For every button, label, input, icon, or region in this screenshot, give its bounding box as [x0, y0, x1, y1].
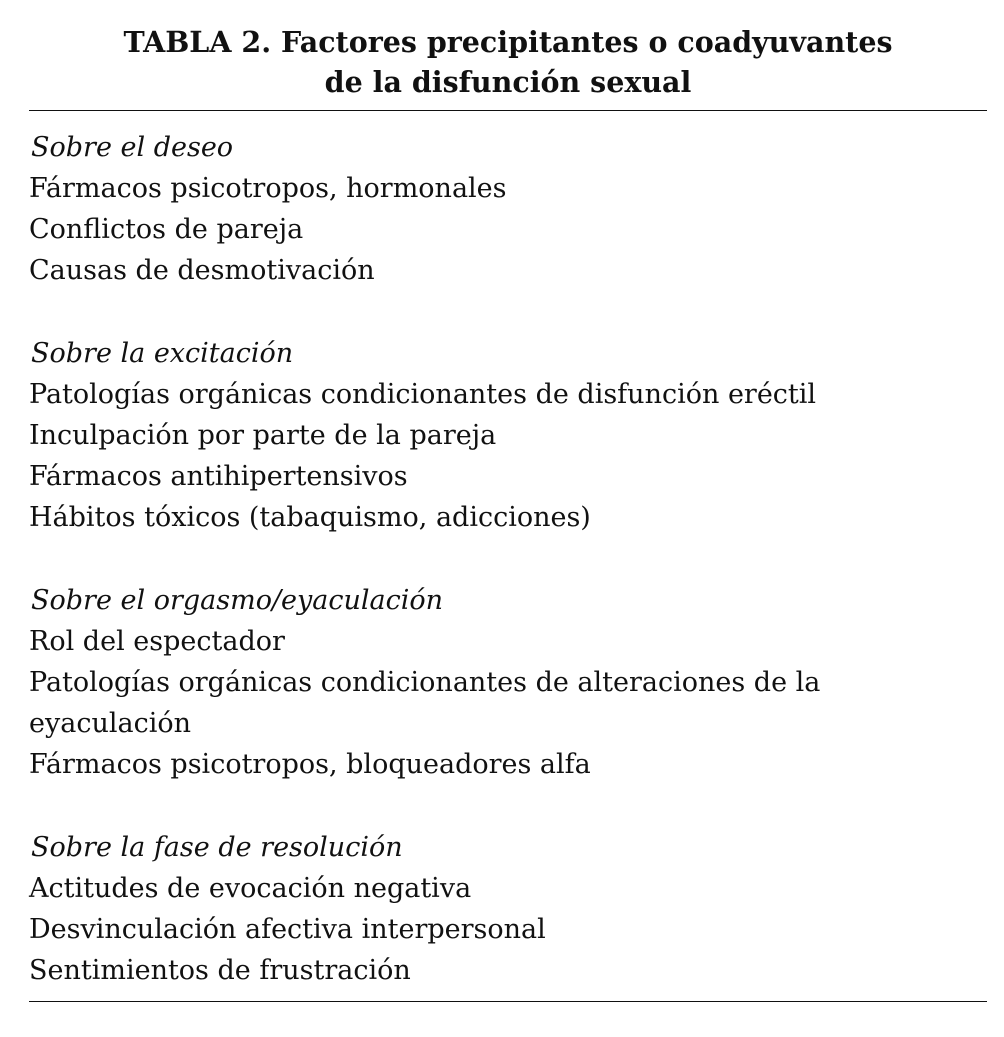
table-caption: [29, 22, 987, 102]
section-heading: Sobre el orgasmo/eyaculación: [31, 585, 444, 616]
caption-line-2: de la disfunción sexual: [324, 65, 692, 99]
section-excitacion: [29, 333, 987, 538]
list-item: Fármacos psicotropos, hormonales: [29, 173, 507, 204]
section-orgasmo: [29, 580, 987, 785]
list-item: Fármacos psicotropos, bloqueadores alfa: [29, 749, 591, 780]
list-item: Desvinculación afectiva interpersonal: [29, 914, 546, 945]
section-heading: Sobre la fase de resolución: [31, 832, 403, 863]
caption-line-1: TABLA 2. Factores precipitantes o coadyuvantes: [123, 25, 893, 59]
list-item: Hábitos tóxicos (tabaquismo, adicciones): [29, 502, 591, 533]
table-body: [29, 111, 987, 1001]
section-heading: Sobre la excitación: [31, 338, 294, 369]
list-item: Rol del espectador: [29, 626, 285, 657]
list-item: Patologías orgánicas condicionantes de alteraciones de la eyaculación: [29, 667, 821, 739]
section-heading: Sobre el deseo: [31, 132, 234, 163]
section-deseo: [29, 127, 987, 291]
table-2: [29, 22, 987, 1002]
list-item: Actitudes de evocación negativa: [29, 873, 472, 904]
list-item: Inculpación por parte de la pareja: [29, 420, 497, 451]
list-item: Sentimientos de frustración: [29, 955, 411, 986]
list-item: Patologías orgánicas condicionantes de disfunción eréctil: [29, 379, 817, 410]
list-item: Fármacos antihipertensivos: [29, 461, 408, 492]
section-resolucion: [29, 827, 987, 991]
list-item: Conflictos de pareja: [29, 214, 304, 245]
list-item: Causas de desmotivación: [29, 255, 375, 286]
bottom-rule: [29, 1001, 987, 1002]
